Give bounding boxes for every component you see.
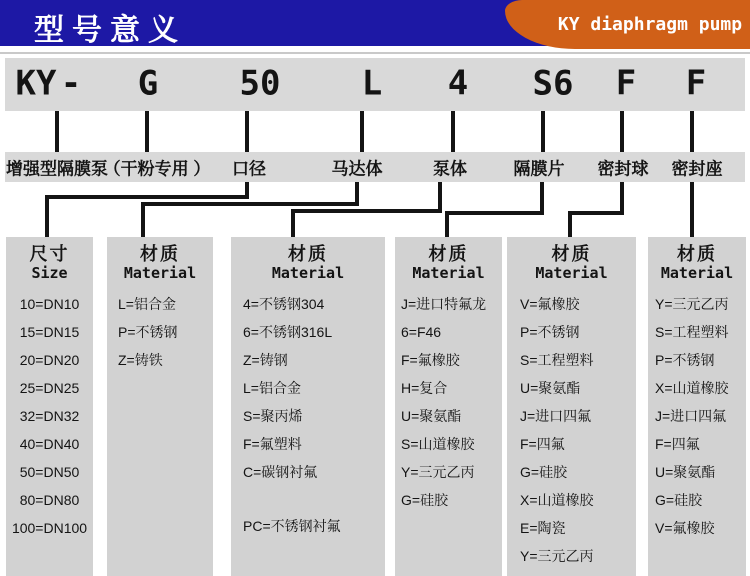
column-title: 材质 [288,244,328,264]
model-code-part: 50 [239,62,281,103]
code-meaning-item: L=铝合金 [243,380,301,396]
code-meaning-item: P=不锈钢 [520,324,580,340]
column-item-list [507,290,636,570]
code-meaning-item: U=聚氨酯 [520,380,581,396]
model-code-part: G [137,62,159,103]
code-meaning-item: J=进口四氟 [520,408,592,424]
connector-line [45,195,249,199]
connector-line [451,111,455,152]
column-subtitle: Material [535,264,608,282]
column-title: 材质 [428,244,469,264]
code-meaning-item: F=四氟 [520,436,565,452]
code-meaning-item: P=不锈钢 [118,324,178,340]
connector-line [620,111,624,152]
code-meaning-item: 10=DN10 [19,296,80,312]
part-label: 口径 [232,159,266,179]
column-subtitle: Material [123,264,197,282]
column-subtitle: Size [31,264,68,282]
header-divider [0,52,750,54]
column-subtitle: Material [271,264,345,282]
code-meaning-item: L=铝合金 [118,296,176,312]
part-label: 密封球 [597,159,649,179]
code-meaning-item: F=氟塑料 [243,436,302,452]
column-item-list [6,290,93,542]
connector-line [245,111,249,152]
column-item-list [231,290,385,540]
code-meaning-item: PC=不锈钢衬氟 [243,518,341,534]
code-meaning-item: U=聚氨酯 [401,408,462,424]
connector-line [445,211,544,215]
column-seal-seat-material [648,237,746,576]
brand-badge [505,0,750,49]
connector-line [291,209,295,237]
code-meaning-item: V=氟橡胶 [655,520,715,536]
code-meaning-item: S=聚丙烯 [243,408,303,424]
column-motor-material [107,237,213,576]
column-subtitle: Material [412,264,485,282]
code-meaning-item: 4=不锈钢304 [243,296,325,312]
column-pump-body-material [231,237,385,576]
code-meaning-item: P=不锈钢 [655,352,715,368]
connector-line [45,195,49,237]
part-label: 密封座 [671,159,723,179]
code-meaning-item: X=山道橡胶 [655,380,729,396]
code-meaning-item: S=山道橡胶 [401,436,475,452]
code-meaning-item: 20=DN20 [19,352,80,368]
connector-line [141,202,359,206]
code-meaning-item: 100=DN100 [11,520,88,536]
code-meaning-item: 32=DN32 [19,408,80,424]
part-label: 马达体 [331,159,383,179]
part-label: 泵体 [433,159,467,179]
code-meaning-item: Z=铸钢 [243,352,288,368]
column-size [6,237,93,576]
code-meaning-item: 25=DN25 [19,380,80,396]
code-meaning-item: 50=DN50 [19,464,80,480]
model-code-part: L [361,62,383,103]
part-label: （干粉专用 ） [103,159,211,179]
part-label: 增强型隔膜泵 [6,159,108,179]
code-meaning-item: S=工程塑料 [655,324,729,340]
code-meaning-item: 40=DN40 [19,436,80,452]
code-meaning-item: S=工程塑料 [520,352,594,368]
code-meaning-item: Y=三元乙丙 [520,548,594,564]
connector-line [690,111,694,152]
column-item-list [107,290,213,374]
code-meaning-item: 80=DN80 [19,492,80,508]
code-meaning-item: G=硅胶 [655,492,703,508]
code-meaning-item: F=四氟 [655,436,700,452]
model-code-band [5,58,745,111]
code-meaning-item: E=陶瓷 [520,520,566,536]
model-code-separator: - [60,62,82,103]
connector-line [568,211,624,215]
brand-badge-label: KY diaphragm pump [557,14,743,35]
connector-line [690,182,694,237]
part-label: 隔膜片 [513,159,565,179]
column-item-list [648,290,746,542]
connector-line [541,111,545,152]
code-meaning-item: V=氟橡胶 [520,296,580,312]
part-label-band [5,152,745,182]
code-meaning-item: 6=F46 [401,324,442,340]
column-item-list [395,290,502,514]
code-meaning-item: X=山道橡胶 [520,492,594,508]
code-meaning-item: Y=三元乙丙 [655,296,729,312]
model-code-part: 4 [447,62,469,103]
code-meaning-item: 15=DN15 [19,324,80,340]
code-meaning-item: G=硅胶 [401,492,449,508]
column-title: 材质 [677,244,717,264]
model-code-part: KY [15,62,57,103]
code-meaning-item: F=氟橡胶 [401,352,460,368]
connector-line [291,209,442,213]
code-meaning-item: 6=不锈钢316L [243,324,333,340]
column-subtitle: Material [660,264,734,282]
connector-line [145,111,149,152]
model-code-part: F [685,62,707,103]
column-title: 尺寸 [29,244,70,264]
model-code-part: F [615,62,637,103]
connector-line [445,211,449,237]
column-seal-ball-material [507,237,636,576]
code-meaning-item: U=聚氨酯 [655,464,716,480]
code-meaning-item: G=硅胶 [520,464,568,480]
connector-line [568,211,572,237]
code-meaning-item: J=进口四氟 [655,408,727,424]
connector-line [141,202,145,237]
code-meaning-item: Y=三元乙丙 [401,464,475,480]
connector-line [55,111,59,152]
code-meaning-item: C=碳钢衬氟 [243,464,318,480]
code-meaning-item: Z=铸铁 [118,352,163,368]
column-diaphragm-material [395,237,502,576]
page-title: 型号意义 [34,14,186,47]
column-title: 材质 [140,244,180,264]
code-meaning-item: H=复合 [401,380,448,396]
code-meaning-item: J=进口特氟龙 [401,296,487,312]
model-code-part: S6 [532,62,574,103]
connector-line [360,111,364,152]
column-title: 材质 [551,244,592,264]
